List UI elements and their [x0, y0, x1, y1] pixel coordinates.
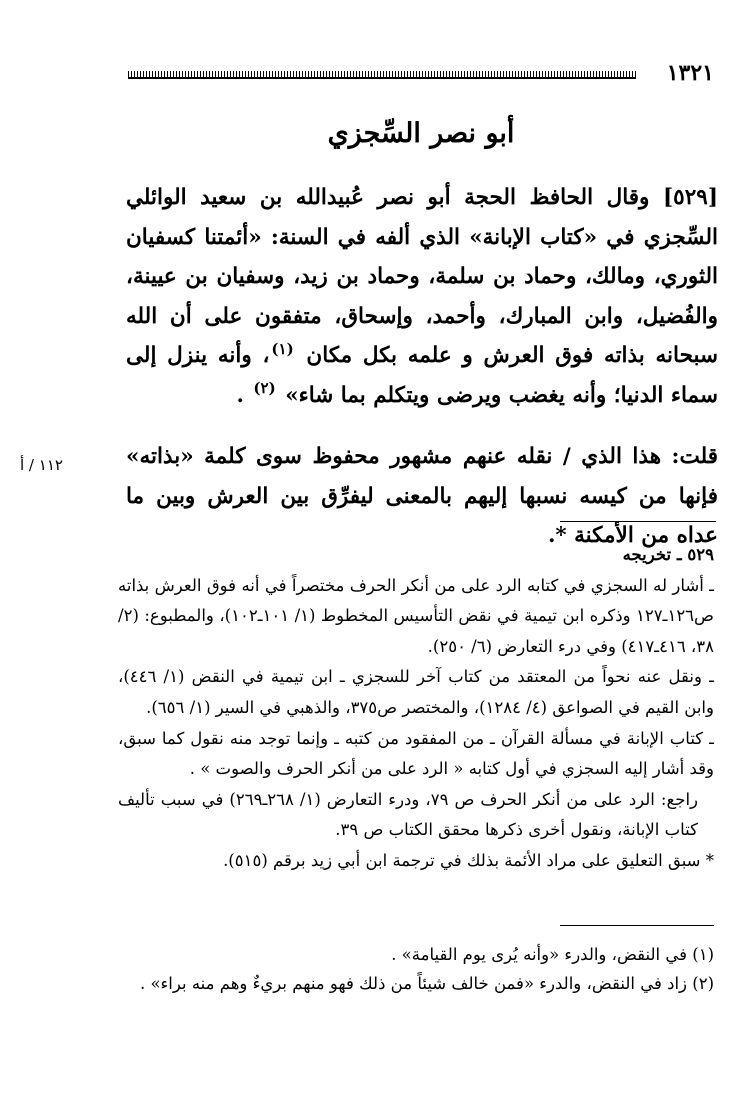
section-title: أبو نصر السِّجزي	[327, 118, 515, 149]
footnote-ref-2[interactable]: (٢)	[253, 379, 276, 398]
footnotes-separator	[560, 925, 714, 926]
footnotes	[118, 940, 714, 998]
main-text	[126, 178, 718, 556]
page-header	[128, 58, 714, 88]
footnote-2: (٢) زاد في النقض، والدرء «فمن خالف شيئاً من ذلك فهو منهم بريءٌ وهم منه براء» .	[139, 974, 714, 993]
notes-separator	[560, 521, 716, 522]
takhrij-notes	[118, 540, 714, 877]
comment-paragraph: قلت: هذا الذي / نقله عنهم مشهور محفوظ سوى كلمة «بذاته» فإنها من كيسه نسبها إليهم بالمعنى ليفرِّق بين العرش وبين ما عداه من الأمكنة *.	[126, 444, 718, 548]
footnote-ref-1[interactable]: (١)	[271, 339, 294, 358]
entry-paragraph	[126, 178, 718, 415]
notes-heading: ٥٢٩ ـ تخريجه	[622, 545, 714, 564]
entry-text-tail: .	[236, 382, 252, 408]
note-item: ـ كتاب الإبانة في مسألة القرآن ـ من المفقود من كتبه ـ وإنما توجد منه نقول كما سبق، وقد أشار إليه السجزي في أول كتابه « الرد على من أنكر الحرف والصوت » .	[118, 728, 714, 779]
entry-text-continued: ، وأنه ينزل إلى سماء الدنيا؛ وأنه يغضب ويرضى ويتكلم بما شاء»	[126, 343, 718, 408]
footnote-1: (١) في النقض، والدرء «وأنه يُرى يوم القيامة» .	[391, 945, 714, 964]
entry-text: [٥٢٩] وقال الحافظ الحجة أبو نصر عُبيدالله بن سعيد الوائلي السِّجزي في «كتاب الإبانة» الذي ألفه في السنة: «أئمتنا كسفيان الثوري، ومالك، وحماد بن سلمة، وحماد بن زيد، وسفيان بن عيينة، والفُضيل، وابن المبارك، وأحمد، وإسحاق، متفقون على أن الله سبحانه بذاته فوق العرش و علمه بكل مكان	[126, 185, 718, 368]
note-item: ـ ونقل عنه نحواً من المعتقد من كتاب آخر للسجزي ـ ابن تيمية في النقض (١/ ٤٤٦)، وابن القيم في الصواعق (٤/ ١٢٨٤)، والمختصر ص٣٧٥، والذهبي في السير (١/ ٦٥٦).	[118, 667, 714, 717]
page-number: ١٣٢١	[666, 60, 714, 86]
header-rule-line	[128, 77, 636, 79]
note-item: ـ أشار له السجزي في كتابه الرد على من أنكر الحرف مختصراً في أنه فوق العرش بذاته ص١٢٦ـ١٢٧ وذكره ابن تيمية في نقض التأسيس المخطوط (١/ ١٠١ـ١٠٢)، والمطبوع: (٢/ ٣٨، ٤١٦ـ٤١٧) وفي درء التعارض (٦/ ٢٥٠).	[118, 575, 714, 656]
note-item: راجع: الرد على من أنكر الحرف ص ٧٩، ودرء التعارض (١/ ٢٦٨ـ٢٦٩) في سبب تأليف كتاب الإبانة، ونقول أخرى ذكرها محقق الكتاب ص ٣٩.	[118, 789, 698, 840]
manuscript-folio-reference: ١١٢ / أ	[20, 456, 63, 474]
note-item: * سبق التعليق على مراد الأئمة بذلك في ترجمة ابن أبي زيد برقم (٥١٥).	[223, 850, 714, 870]
